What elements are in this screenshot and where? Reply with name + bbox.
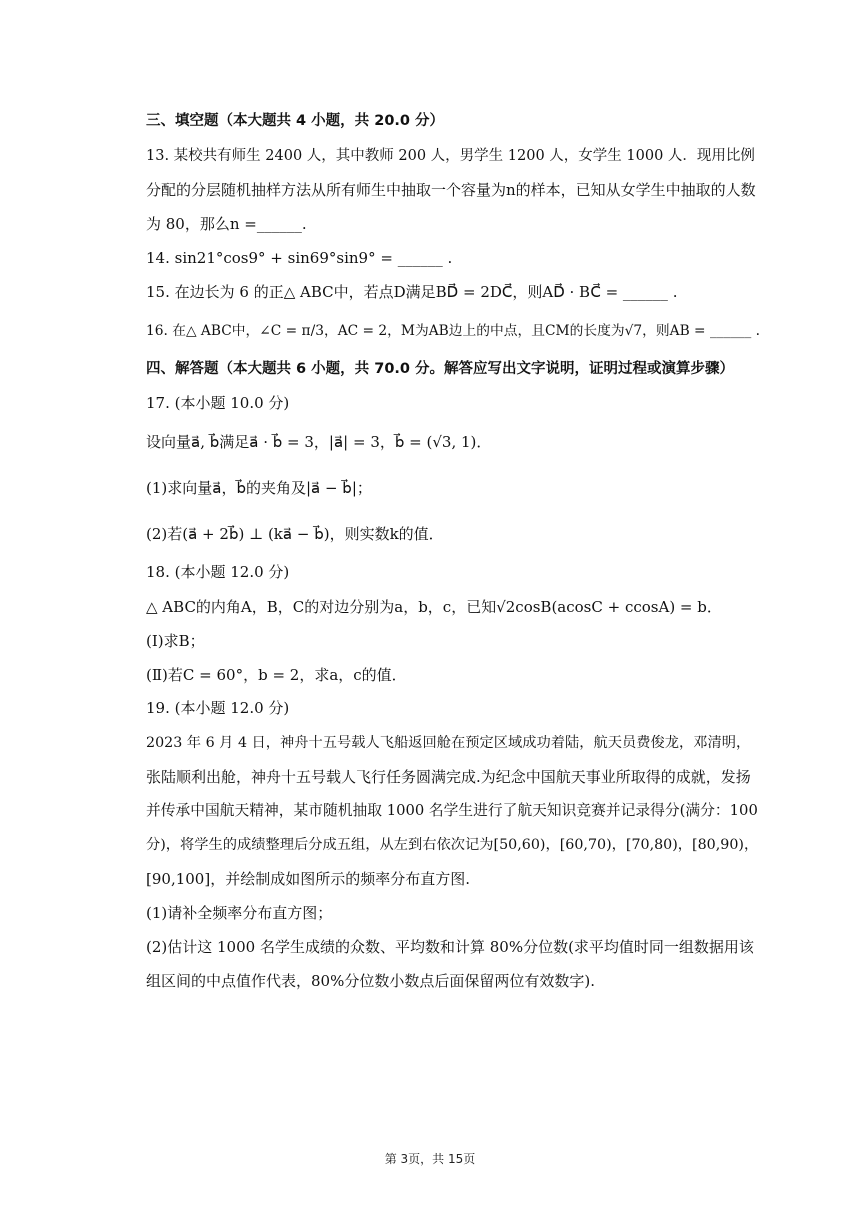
line-q18-part1: (Ⅰ)求B； <box>146 632 205 650</box>
line-q19-e: [90,100]，并绘制成如图所示的频率分布直方图. <box>146 870 470 888</box>
line-section-3-title: 三、填空题（本大题共 4 小题，共 20.0 分） <box>146 113 445 129</box>
line-q19-a: 2023 年 6 月 4 日，神舟十五号载人飞船返回舱在预定区域成功着陆，航天员费俊龙，邓清明， <box>146 735 751 751</box>
line-q19-part1: (1)请补全频率分布直方图； <box>146 904 333 922</box>
page-footer: 第 3页，共 15页 <box>384 1152 476 1166</box>
line-q19-b: 张陆顺利出舱，神舟十五号载人飞行任务圆满完成.为纪念中国航天事业所取得的成就，发扬 <box>146 768 751 786</box>
line-q19-c: 并传承中国航天精神，某市随机抽取 1000 名学生进行了航天知识竞赛并记录得分(满分：100 <box>146 802 758 819</box>
line-section-4-title: 四、解答题（本大题共 6 小题，共 70.0 分。解答应写出文字说明，证明过程或演算步骤） <box>146 361 735 377</box>
line-q18-stem: △ ABC的内角A，B，C的对边分别为a，b，c，已知√2cosB(acosC + ccosA) = b． <box>146 598 722 616</box>
line-q16: 16. 在△ ABC中，∠C = π/3，AC = 2，M为AB边上的中点，且CM的长度为√7，则AB = ______ . <box>146 323 760 339</box>
line-q19-part2-a: (2)估计这 1000 名学生成绩的众数、平均数和计算 80%分位数(求平均值时同一组数据用该 <box>146 938 754 956</box>
line-q17-header: 17. (本小题 10.0 分) <box>146 394 290 412</box>
line-q18-header: 18. (本小题 12.0 分) <box>146 563 290 581</box>
line-q13-a: 13. 某校共有师生 2400 人，其中教师 200 人，男学生 1200 人，女学生 1000 人．现用比例 <box>146 148 755 164</box>
line-q14: 14. sin21°cos9° + sin69°sin9° = ______ . <box>146 249 453 267</box>
line-q17-part1: (1)求向量a⃗，b⃗的夹角及|a⃗ − b⃗|； <box>146 479 372 497</box>
line-q19-part2-b: 组区间的中点值作代表，80%分位数小数点后面保留两位有效数字). <box>146 972 595 990</box>
line-q18-part2: (Ⅱ)若C = 60°，b = 2，求a，c的值． <box>146 666 407 684</box>
line-q13-c: 为 80，那么n =______. <box>146 215 307 233</box>
line-q15: 15. 在边长为 6 的正△ ABC中，若点D满足BD⃗ = 2DC⃗，则AD⃗ · BC⃗ = ______ . <box>146 283 678 301</box>
line-q17-stem: 设向量a⃗, b⃗满足a⃗ · b⃗ = 3，|a⃗| = 3，b⃗ = (√3, 1)． <box>146 433 492 451</box>
line-q19-d: 分)，将学生的成绩整理后分成五组，从左到右依次记为[50,60)，[60,70)，[70,80)，[80,90)， <box>146 837 759 853</box>
line-q13-b: 分配的分层随机抽样方法从所有师生中抽取一个容量为n的样本，已知从女学生中抽取的人数 <box>146 181 756 199</box>
line-q19-header: 19. (本小题 12.0 分) <box>146 699 290 717</box>
line-q17-part2: (2)若(a⃗ + 2b⃗) ⊥ (ka⃗ − b⃗)，则实数k的值． <box>146 525 444 543</box>
